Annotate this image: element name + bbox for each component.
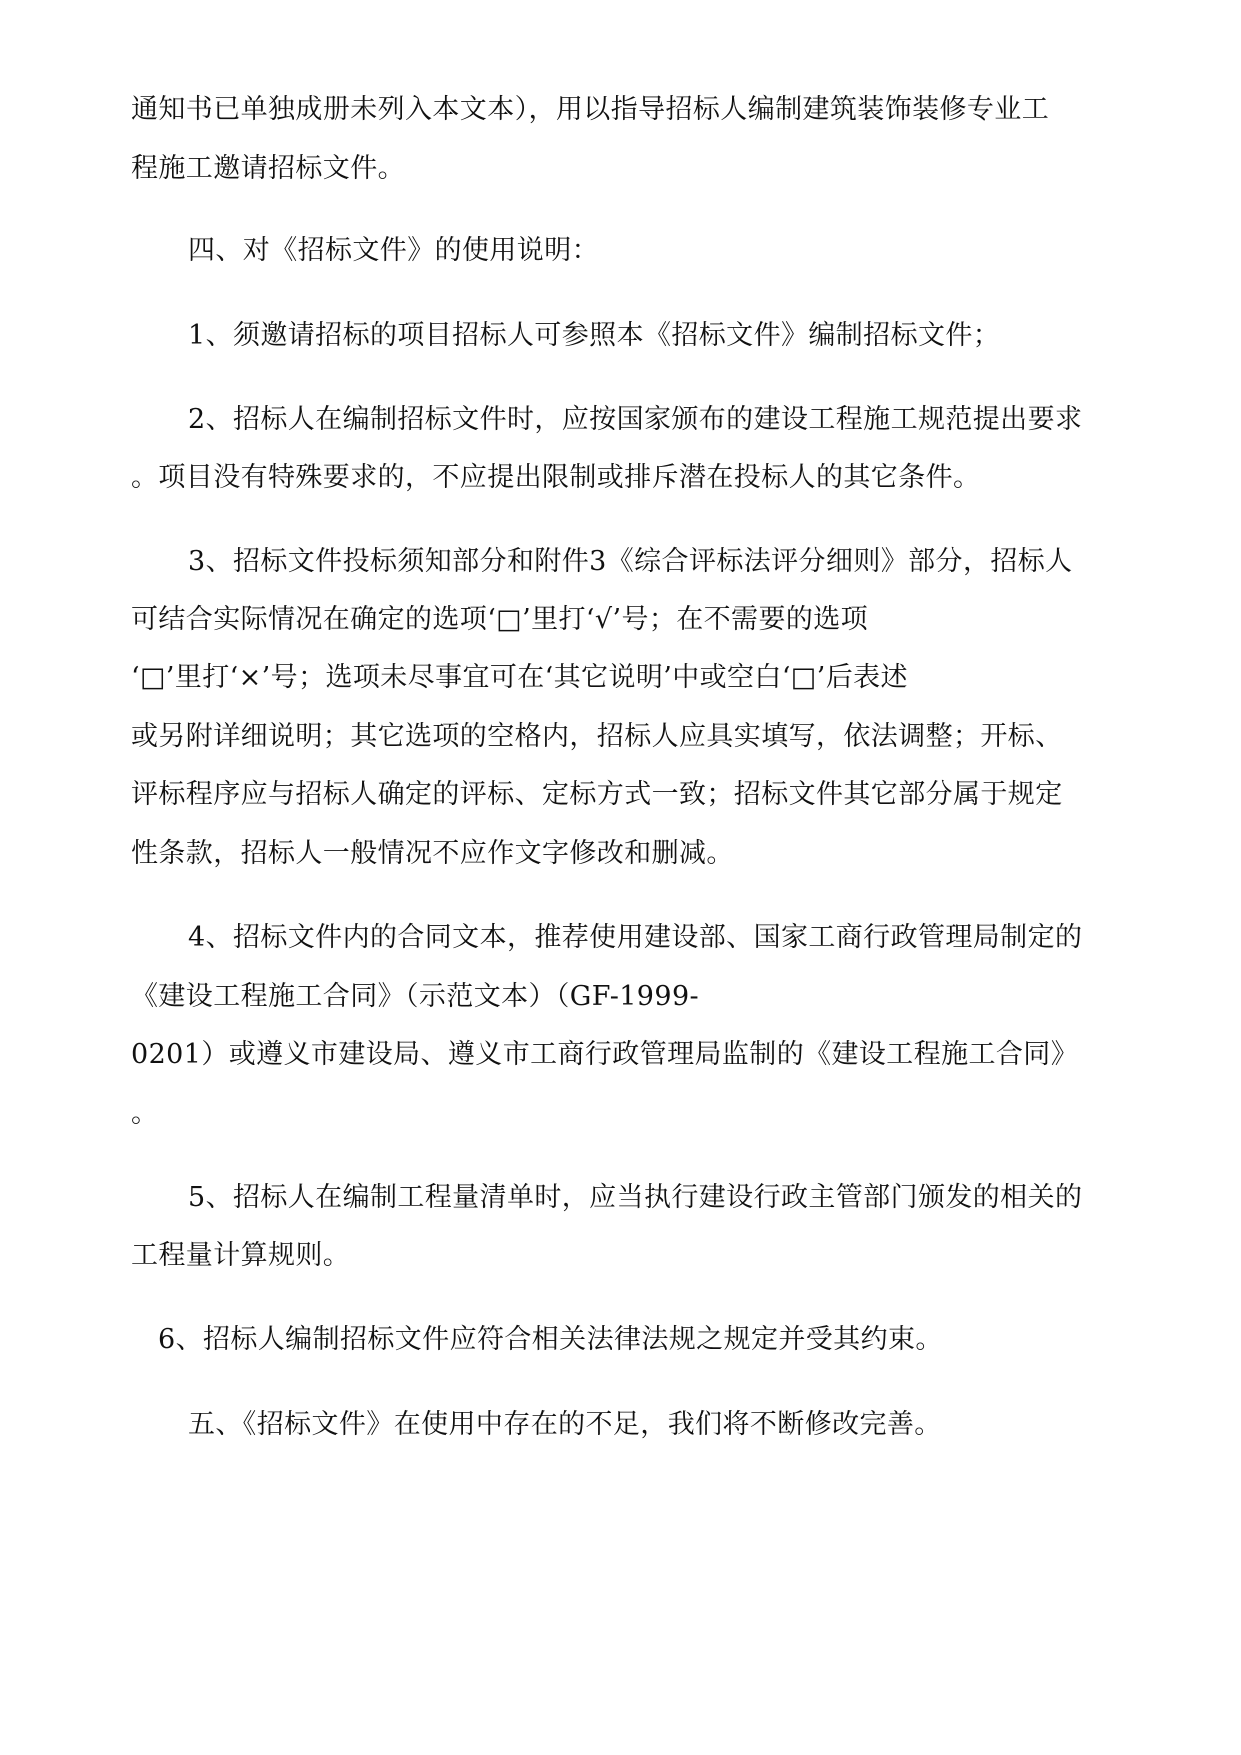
text-line: 或另附详细说明；其它选项的空格内，招标人应具实填写，依法调整；开标、	[131, 721, 1063, 752]
text-line: 性条款，招标人一般情况不应作文字修改和删减。	[131, 838, 734, 869]
text-line: 3、招标文件投标须知部分和附件3《综合评标法评分细则》部分，招标人	[188, 546, 1073, 577]
text-line: 。项目没有特殊要求的，不应提出限制或排斥潜在投标人的其它条件。	[131, 462, 981, 493]
text-line: 通知书已单独成册未列入本文本），用以指导招标人编制建筑装饰装修专业工	[131, 94, 1050, 125]
section-heading: 四、对《招标文件》的使用说明：	[188, 235, 599, 266]
text-line: 程施工邀请招标文件。	[131, 153, 405, 184]
text-line: 5、招标人在编制工程量清单时，应当执行建设行政主管部门颁发的相关的	[188, 1182, 1083, 1213]
text-line: 。	[131, 1098, 159, 1129]
text-line: ‘□’里打‘×’号；选项未尽事宜可在‘其它说明’中或空白‘□’后表述	[131, 662, 908, 693]
text-line: 2、招标人在编制招标文件时，应按国家颁布的建设工程施工规范提出要求	[188, 404, 1083, 435]
text-line: 6、招标人编制招标文件应符合相关法律法规之规定并受其约束。	[158, 1324, 943, 1355]
section-heading: 五、《招标文件》在使用中存在的不足，我们将不断修改完善。	[188, 1409, 942, 1440]
text-line: 1、须邀请招标的项目招标人可参照本《招标文件》编制招标文件；	[188, 320, 1001, 351]
text-line: 《建设工程施工合同》（示范文本）（GF-1999-	[131, 981, 700, 1012]
text-line: 4、招标文件内的合同文本，推荐使用建设部、国家工商行政管理局制定的	[188, 922, 1083, 953]
text-line: 评标程序应与招标人确定的评标、定标方式一致；招标文件其它部分属于规定	[131, 779, 1063, 810]
text-line: 可结合实际情况在确定的选项‘□’里打‘√’号；在不需要的选项	[131, 604, 869, 635]
text-line: 工程量计算规则。	[131, 1240, 351, 1271]
text-line: 0201）或遵义市建设局、遵义市工商行政管理局监制的《建设工程施工合同》	[131, 1039, 1079, 1070]
